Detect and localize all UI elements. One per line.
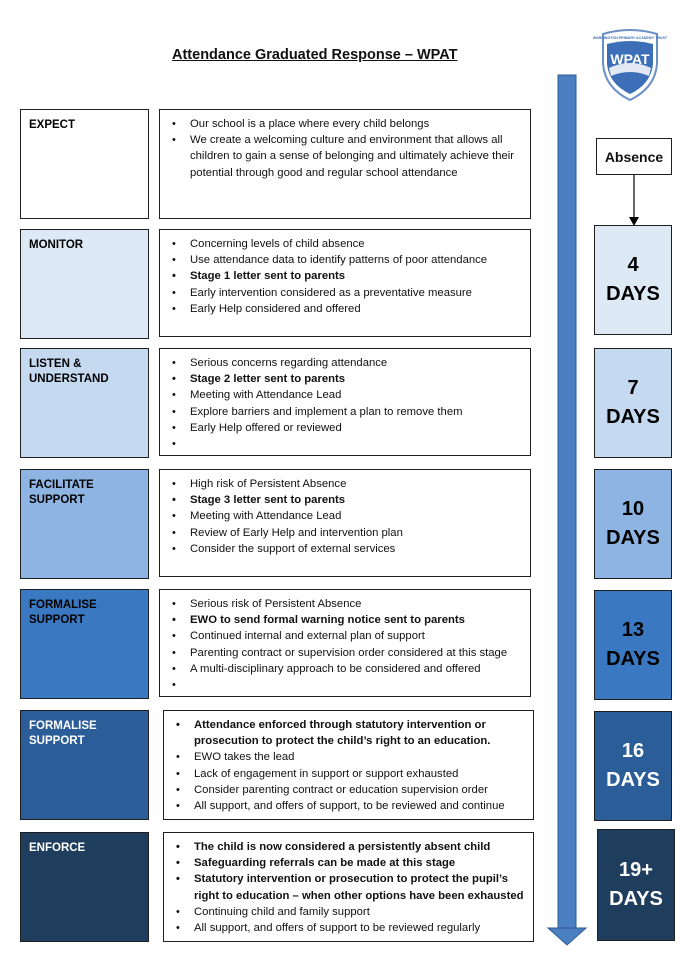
stage-description-box <box>159 109 531 219</box>
bullet-item: • Stage 2 letter sent to parents <box>168 371 522 387</box>
bullet-list <box>168 596 522 693</box>
days-word: DAYS <box>609 888 663 910</box>
bullet-item: • High risk of Persistent Absence <box>168 476 522 492</box>
bullet-item: • Consider parenting contract or education supervision order <box>172 782 525 798</box>
bullet-item <box>168 436 522 452</box>
stage-label-box <box>20 469 149 579</box>
bullet-item: • Serious risk of Persistent Absence <box>168 596 522 612</box>
bullet-list <box>168 355 522 452</box>
days-threshold-box <box>594 590 672 700</box>
arrow-shaft <box>558 75 576 928</box>
days-threshold-box <box>594 711 672 821</box>
bullet-item: • Stage 3 letter sent to parents <box>168 492 522 508</box>
stage-label: FORMALISE SUPPORT <box>29 720 97 747</box>
bullet-item: • Early Help considered and offered <box>168 301 522 317</box>
days-number: 10 <box>621 498 645 520</box>
stage-description-box <box>159 348 531 456</box>
days-word: DAYS <box>606 769 660 791</box>
bullet-item: • Safeguarding referrals can be made at this stage <box>172 855 525 871</box>
bullet-list <box>172 717 525 814</box>
stage-label: FACILITATE SUPPORT <box>29 479 94 506</box>
bullet-item: • Serious concerns regarding attendance <box>168 355 522 371</box>
bullet-item: • EWO to send formal warning notice sent to parents <box>168 612 522 628</box>
stage-label-box <box>20 710 149 820</box>
bullet-item: • Use attendance data to identify patterns of poor attendance <box>168 252 522 268</box>
days-word: DAYS <box>606 283 660 305</box>
days-word: DAYS <box>606 648 660 670</box>
bullet-item: • Lack of engagement in support or support exhausted <box>172 766 525 782</box>
bullet-item: • Statutory intervention or prosecution to protect the pupil’s right to education – when other options have been exhausted <box>172 871 525 903</box>
days-number: 7 <box>627 377 639 399</box>
stage-label-box <box>20 348 149 458</box>
days-threshold-box <box>594 225 672 335</box>
bullet-item <box>168 677 522 693</box>
bullet-item: • Continued internal and external plan of support <box>168 628 522 644</box>
bullet-item: • Parenting contract or supervision order considered at this stage <box>168 645 522 661</box>
days-word: DAYS <box>606 527 660 549</box>
bullet-item: • Review of Early Help and intervention plan <box>168 525 522 541</box>
days-number: 4 <box>627 254 639 276</box>
stage-description-box <box>159 229 531 337</box>
arrow-head <box>548 928 586 945</box>
bullet-item: • Consider the support of external services <box>168 541 522 557</box>
stage-label: FORMALISE SUPPORT <box>29 599 97 626</box>
stage-label: ENFORCE <box>29 842 86 854</box>
bullet-item: • Attendance enforced through statutory intervention or prosecution to protect the child’s right to an education. <box>172 717 525 749</box>
bullet-item: • Our school is a place where every child belongs <box>168 116 522 132</box>
stage-label-box <box>20 589 149 699</box>
stage-label: MONITOR <box>29 239 84 251</box>
bullet-list <box>172 839 525 936</box>
bullet-list <box>168 476 522 557</box>
bullet-item: • Continuing child and family support <box>172 904 525 920</box>
bullet-item: • All support, and offers of support to be reviewed regularly <box>172 920 525 936</box>
stage-label: EXPECT <box>29 119 76 131</box>
days-number: 16 <box>621 740 645 762</box>
days-threshold-box <box>597 829 675 941</box>
bullet-item: • Stage 1 letter sent to parents <box>168 268 522 284</box>
bullet-item: • All support, and offers of support, to be reviewed and continue <box>172 798 525 814</box>
stage-description-box <box>159 589 531 697</box>
logo-top-text: WARRINGTON PRIMARY ACADEMY TRUST <box>592 36 668 40</box>
bullet-item: • Explore barriers and implement a plan to remove them <box>168 404 522 420</box>
stage-description-box <box>163 832 534 942</box>
days-number: 13 <box>621 619 645 641</box>
stage-label-box <box>20 109 149 219</box>
bullet-item: • Meeting with Attendance Lead <box>168 387 522 403</box>
days-word: DAYS <box>606 406 660 428</box>
bullet-list <box>168 236 522 317</box>
bullet-item: • Early intervention considered as a preventative measure <box>168 285 522 301</box>
bullet-item: • The child is now considered a persistently absent child <box>172 839 525 855</box>
bullet-list <box>168 116 522 181</box>
logo-main-text: WPAT <box>610 51 650 67</box>
bullet-item: • Concerning levels of child absence <box>168 236 522 252</box>
bullet-item: • A multi-disciplinary approach to be considered and offered <box>168 661 522 677</box>
stage-label: LISTEN & UNDERSTAND <box>29 358 109 385</box>
stage-description-box <box>163 710 534 820</box>
days-number: 19+ <box>619 859 653 881</box>
absence-label: Absence <box>596 138 672 175</box>
stage-label-box <box>20 832 149 942</box>
days-threshold-box <box>594 469 672 579</box>
days-threshold-box <box>594 348 672 458</box>
bullet-item: • Early Help offered or reviewed <box>168 420 522 436</box>
stage-label-box <box>20 229 149 339</box>
bullet-item: • Meeting with Attendance Lead <box>168 508 522 524</box>
page-title: Attendance Graduated Response – WPAT <box>172 47 458 63</box>
stage-description-box <box>159 469 531 577</box>
bullet-item: • EWO takes the lead <box>172 749 525 765</box>
bullet-item: • We create a welcoming culture and environment that allows all children to gain a sense of belonging and ultimately achieve their potential through good and regular school attendance <box>168 132 522 181</box>
